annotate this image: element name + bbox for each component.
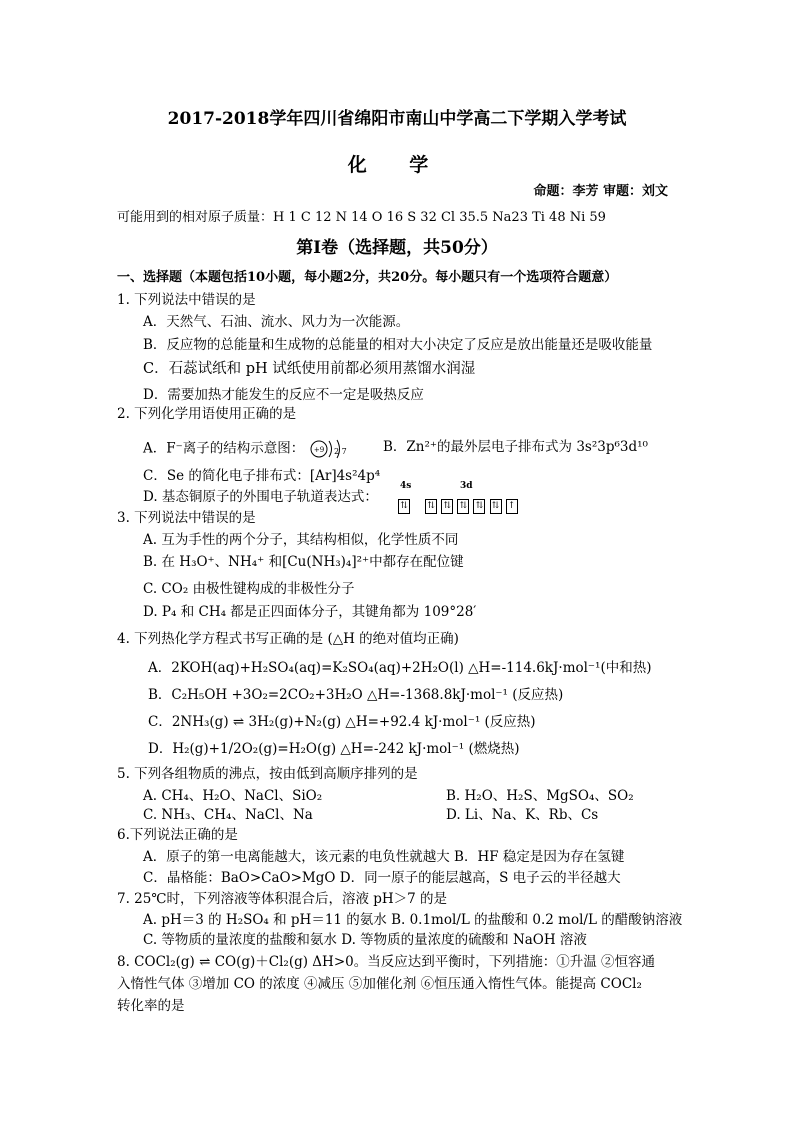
q8-line-1: 8. COCl₂(g) ⇌ CO(g)＋Cl₂(g) ΔH>0。当反应达到平衡时，下列措施：①升温 ②恒容通	[117, 954, 656, 970]
q5-option-c: C. NH₃、CH₄、NaCl、Na	[143, 807, 313, 823]
q4-option-b: B．C₂H₅OH +3O₂=2CO₂+3H₂O △H=-1368.8kJ·mol⁻¹ (反应热)	[148, 687, 564, 703]
part-one-heading: 一、选择题（本题包括10小题，每小题2分，共20分。每小题只有一个选项符合题意）	[117, 270, 618, 285]
q5-stem: 5. 下列各组物质的沸点，按由低到高顺序排列的是	[117, 766, 418, 782]
orbital-box: ⇅	[473, 499, 485, 514]
q8-line-3: 转化率的是	[117, 998, 185, 1014]
atomic-masses: 可能用到的相对原子质量：H 1 C 12 N 14 O 16 S 32 Cl 35.5 Na23 Ti 48 Ni 59	[117, 210, 606, 225]
q7-options-ab: A. pH＝3 的 H₂SO₄ 和 pH＝11 的氨水 B. 0.1mol/L 的盐酸和 0.2 mol/L 的醋酸钠溶液	[143, 912, 683, 928]
q2-option-d: D. 基态铜原子的外围电子轨道表达式：	[143, 489, 378, 505]
q4-option-a: A．2KOH(aq)+H₂SO₄(aq)=K₂SO₄(aq)+2H₂O(l) △H=-114.6kJ·mol⁻¹(中和热)	[148, 660, 652, 676]
nucleus-label: +9	[313, 446, 324, 454]
q6-options-cd: C．晶格能：BaO>CaO>MgO D．同一原子的能层越高，S 电子云的半径越大	[143, 870, 621, 886]
q4-stem: 4. 下列热化学方程式书写正确的是 (△H 的绝对值均正确)	[117, 631, 459, 647]
orbital-box: ⇅	[441, 499, 453, 514]
orbital-box: ⇅	[490, 499, 502, 514]
subject-title: 化 学	[347, 154, 447, 176]
orbital-box: ⇅	[398, 499, 410, 514]
orbital-4s-label: 4s	[400, 481, 412, 491]
q2-option-b: B．Zn²⁺的最外层电子排布式为 3s²3p⁶3d¹⁰	[383, 439, 648, 455]
q2-option-a-row	[143, 436, 351, 462]
q1-option-d: D．需要加热才能发生的反应不一定是吸热反应	[143, 387, 424, 403]
q1-option-b: B．反应物的总能量和生成物的总能量的相对大小决定了反应是放出能量还是吸收能量	[143, 337, 653, 353]
q2-option-a: A．F⁻离子的结构示意图：	[143, 440, 305, 457]
q3-option-c: C. CO₂ 由极性键构成的非极性分子	[143, 581, 355, 597]
orbital-box: ↑	[506, 499, 518, 514]
exam-title: 2017-2018学年四川省绵阳市南山中学高二下学期入学考试	[167, 109, 627, 129]
q5-option-b: B. H₂O、H₂S、MgSO₄、SO₂	[446, 788, 634, 804]
q3-option-d: D. P₄ 和 CH₄ 都是正四面体分子，其键角都为 109°28′	[143, 604, 477, 620]
orbital-boxes	[398, 493, 517, 514]
q3-stem: 3. 下列说法中错误的是	[117, 510, 256, 526]
q6-stem: 6.下列说法正确的是	[117, 827, 238, 843]
q3-option-a: A. 互为手性的两个分子，其结构相似，化学性质不同	[143, 532, 459, 548]
q8-line-2: 入惰性气体 ③增加 CO 的浓度 ④减压 ⑤加催化剂 ⑥恒压通入惰性气体。能提高 COCl₂	[117, 976, 642, 992]
q1-option-a: A．天然气、石油、流水、风力为一次能源。	[143, 314, 410, 330]
q4-option-d: D．H₂(g)+1/2O₂(g)=H₂O(g) △H=-242 kJ·mol⁻¹ (燃烧热)	[148, 741, 520, 757]
q2-option-c: C．Se 的简化电子排布式：[Ar]4s²4p⁴	[143, 468, 381, 484]
q3-option-b: B. 在 H₃O⁺、NH₄⁺ 和[Cu(NH₃)₄]²⁺中都存在配位键	[143, 554, 464, 570]
q6-options-ab: A．原子的第一电离能越大，该元素的电负性就越大 B．HF 稳定是因为存在氢键	[143, 849, 625, 865]
q1-option-c: C．石蕊试纸和 pH 试纸使用前都必须用蒸馏水润湿	[143, 361, 476, 377]
orbital-box: ⇅	[457, 499, 469, 514]
author-line: 命题：李芳 审题：刘文	[533, 184, 668, 199]
fluoride-structure-diagram	[309, 436, 351, 462]
q4-option-c: C．2NH₃(g) ⇌ 3H₂(g)+N₂(g) △H=+92.4 kJ·mol⁻¹ (反应热)	[148, 714, 536, 730]
q1-stem: 1. 下列说法中错误的是	[117, 292, 256, 308]
orbital-3d-label: 3d	[460, 481, 473, 491]
q5-option-d: D. Li、Na、K、Rb、Cs	[446, 807, 599, 823]
q7-options-cd: C. 等物质的量浓度的盐酸和氨水 D. 等物质的量浓度的硫酸和 NaOH 溶液	[143, 932, 587, 948]
shell-electrons: 2 7	[333, 447, 347, 456]
orbital-box: ⇅	[425, 499, 437, 514]
q2-stem: 2. 下列化学用语使用正确的是	[117, 406, 297, 422]
q7-stem: 7. 25℃时，下列溶液等体积混合后，溶液 pH＞7 的是	[117, 891, 448, 907]
section-title: 第Ⅰ卷（选择题，共50分）	[296, 238, 498, 258]
q5-option-a: A. CH₄、H₂O、NaCl、SiO₂	[143, 788, 323, 804]
